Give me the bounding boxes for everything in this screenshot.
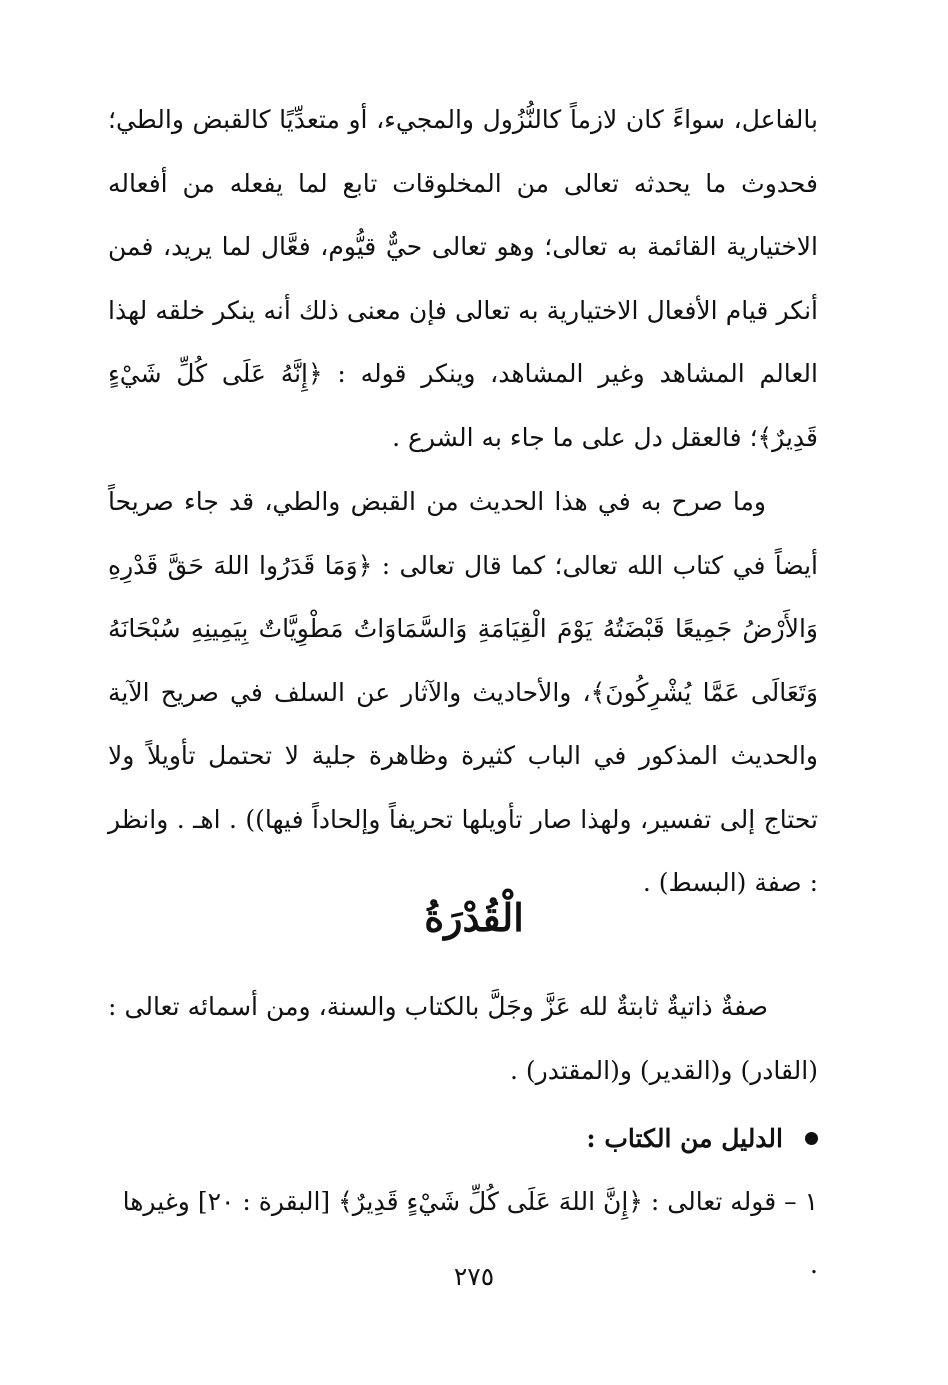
evidence-heading-label: الدليل من الكتاب : <box>586 1124 783 1153</box>
section-title: الْقُدْرَةُ <box>424 895 524 940</box>
evidence-heading <box>586 1107 818 1170</box>
page-number: ٢٧٥ <box>453 1262 495 1291</box>
definition-paragraph: صفةٌ ذاتيةٌ ثابتةٌ لله عَزَّ وجَلَّ بالكتاب والسنة، ومن أسمائه تعالى : (القادر) و(القدير) و(المقتدر) . <box>108 992 818 1085</box>
bullet-icon <box>805 1132 818 1145</box>
quote-paragraph: وما صرح به في هذا الحديث من القبض والطي، قد جاء صريحاً أيضاً في كتاب الله تعالى؛ كما قال تعالى : ﴿وَمَا قَدَرُوا اللهَ حَقَّ قَدْرِهِ وَالأَرْضُ جَمِيعًا قَبْضَتُهُ يَوْمَ الْقِيَامَةِ وَالسَّمَاوَاتُ مَطْوِيَّاتٌ بِيَمِينِهِ سُبْحَانَهُ وَتَعَالَى عَمَّا يُشْرِكُونَ﴾، والأحاديث والآثار عن السلف في صريح الآية والحديث المذكور في الباب كثيرة وظاهرة جلية لا تحتمل تأويلاً ولا تحتاج إلى تفسير، ولهذا صار تأويلها تحريفاً وإلحاداً فيها)) . اهـ . وانظر : صفة (البسط) . <box>108 487 818 897</box>
evidence-item: ١ – قوله تعالى : ﴿إِنَّ اللهَ عَلَى كُلِّ شَيْءٍ قَدِيرٌ﴾ [البقرة : ٢٠] وغيرها . <box>122 1187 818 1279</box>
intro-paragraph: بالفاعل، سواءً كان لازماً كالنُّزُول والمجيء، أو متعدِّيًا كالقبض والطي؛ فحدوث ما يحدثه تعالى من المخلوقات تابع لما يفعله من أفعاله الاختيارية القائمة به تعالى؛ وهو تعالى حيٌّ قيُّوم، فعَّال لما يريد، فمن أنكر قيام الأفعال الاختيارية به تعالى فإن معنى ذلك أنه ينكر خلقه لهذا العالم المشاهد وغير المشاهد، وينكر قوله : ﴿إِنَّهُ عَلَى كُلِّ شَيْءٍ قَدِيرٌ﴾؛ فالعقل دل على ما جاء به الشرع . <box>108 105 818 452</box>
